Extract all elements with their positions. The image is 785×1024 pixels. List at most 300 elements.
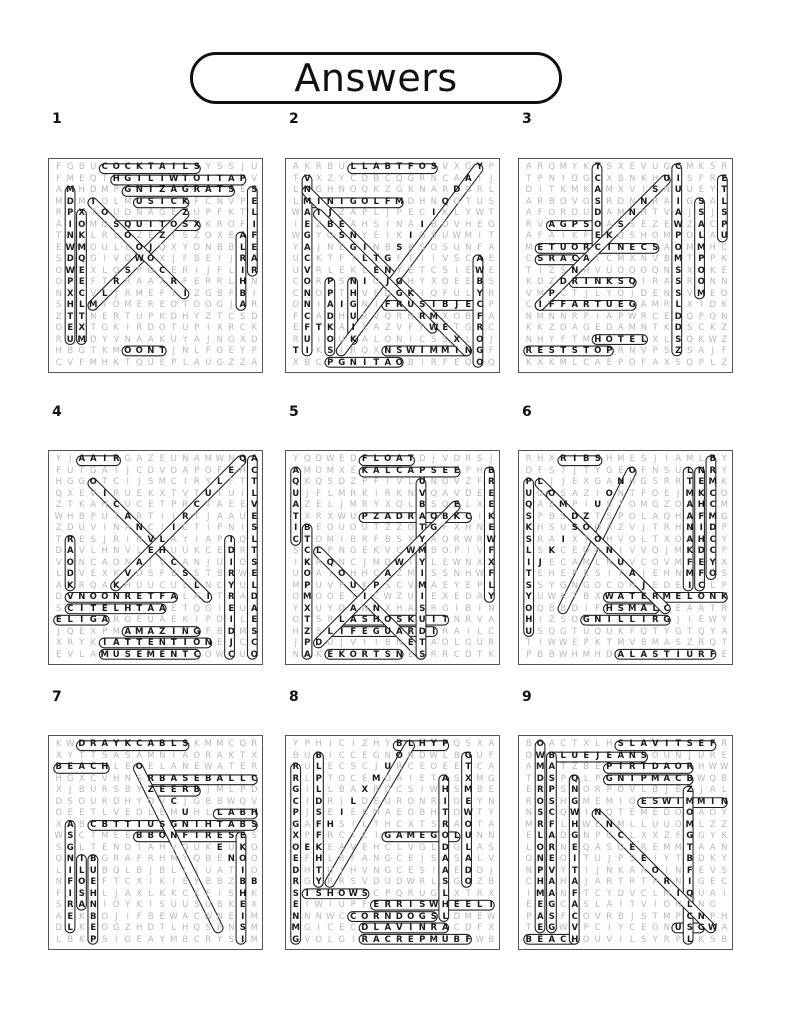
grid-letter: K: [303, 557, 311, 568]
grid-letter: A: [124, 511, 132, 522]
grid-letter: Q: [697, 626, 705, 637]
grid-letter: W: [204, 911, 213, 922]
grid-letter: E: [641, 923, 647, 933]
grid-letter: Q: [395, 173, 403, 184]
grid-letter: G: [384, 854, 392, 864]
grid-letter: G: [395, 277, 403, 287]
grid-letter: U: [338, 334, 345, 345]
grid-letter: L: [362, 819, 368, 830]
grid-letter: U: [652, 162, 659, 172]
grid-letter: V: [629, 185, 636, 195]
grid-letter: C: [193, 934, 200, 945]
grid-letter: S: [560, 785, 566, 795]
grid-letter: D: [124, 208, 132, 218]
grid-letter: J: [561, 477, 565, 487]
grid-letter: M: [559, 357, 567, 368]
grid-letter: T: [125, 311, 131, 322]
grid-letter: F: [641, 488, 647, 499]
grid-letter: D: [536, 277, 544, 287]
grid-letter: E: [292, 854, 299, 864]
grid-letter: C: [251, 773, 258, 784]
grid-letter: U: [89, 865, 97, 876]
grid-letter: A: [525, 208, 532, 218]
grid-letter: J: [294, 638, 297, 648]
grid-letter: T: [594, 300, 601, 310]
grid-letter: W: [429, 750, 438, 761]
grid-letter: K: [315, 649, 322, 660]
grid-letter: Q: [193, 854, 201, 864]
grid-letter: F: [293, 311, 299, 322]
grid-letter: S: [56, 254, 62, 264]
grid-letter: M: [697, 242, 706, 253]
grid-letter: Q: [594, 626, 602, 637]
grid-letter: N: [560, 842, 567, 853]
grid-letter: W: [291, 231, 300, 241]
grid-letter: R: [315, 265, 322, 276]
grid-letter: C: [338, 762, 345, 772]
grid-letter: N: [525, 865, 532, 876]
grid-letter: G: [559, 626, 567, 637]
grid-letter: G: [384, 865, 392, 876]
grid-letter: N: [675, 750, 682, 761]
grid-letter: I: [538, 615, 542, 625]
grid-letter: R: [709, 465, 717, 476]
grid-letter: B: [239, 288, 246, 299]
grid-letter: U: [182, 323, 189, 333]
grid-letter: E: [710, 877, 716, 887]
grid-letter: A: [182, 557, 189, 568]
grid-letter: S: [292, 888, 299, 899]
grid-letter: T: [171, 288, 177, 299]
grid-letter: B: [652, 785, 659, 795]
grid-letter: A: [488, 615, 495, 625]
grid-letter: L: [652, 888, 658, 899]
grid-letter: K: [525, 323, 532, 333]
grid-letter: O: [55, 277, 63, 287]
grid-letter: F: [641, 465, 647, 476]
grid-letter: Y: [488, 808, 494, 818]
grid-letter: I: [351, 323, 355, 333]
grid-letter: E: [373, 796, 379, 807]
grid-letter: O: [453, 796, 461, 807]
grid-letter: V: [629, 546, 636, 556]
grid-letter: L: [316, 762, 322, 772]
grid-letter: J: [374, 762, 378, 772]
grid-letter: L: [629, 831, 635, 841]
grid-letter: E: [239, 900, 246, 910]
grid-letter: N: [525, 808, 532, 818]
grid-letter: N: [548, 311, 555, 322]
grid-letter: W: [582, 819, 591, 830]
grid-letter: L: [641, 534, 647, 545]
grid-letter: O: [250, 865, 258, 876]
grid-letter: A: [430, 534, 437, 545]
grid-letter: S: [641, 454, 647, 464]
grid-letter: G: [582, 615, 590, 625]
grid-letter: A: [548, 934, 556, 945]
grid-letter: N: [571, 265, 579, 276]
grid-letter: M: [686, 242, 694, 253]
grid-letter: L: [408, 739, 414, 749]
grid-letter: R: [251, 300, 258, 310]
grid-letter: L: [228, 785, 234, 795]
grid-letter: T: [560, 346, 567, 356]
grid-letter: C: [640, 242, 647, 253]
grid-letter: F: [583, 231, 589, 241]
grid-letter: D: [250, 785, 258, 795]
grid-letter: G: [571, 831, 579, 841]
grid-letter: K: [686, 546, 694, 556]
grid-letter: O: [135, 346, 143, 356]
grid-letter: T: [721, 185, 728, 195]
grid-letter: A: [315, 569, 322, 579]
grid-letter: K: [159, 888, 166, 899]
grid-letter: M: [101, 185, 109, 195]
grid-letter: I: [584, 500, 588, 510]
grid-letter: D: [315, 454, 323, 464]
grid-letter: A: [488, 311, 495, 322]
grid-letter: Q: [361, 346, 369, 356]
grid-letter: H: [89, 888, 97, 899]
grid-letter: E: [548, 854, 555, 864]
grid-letter: S: [316, 615, 322, 625]
grid-letter: N: [628, 208, 636, 218]
word-search-grid: [285, 735, 500, 950]
grid-letter: E: [136, 488, 142, 499]
grid-letter: B: [721, 934, 728, 945]
grid-letter: O: [594, 523, 602, 533]
grid-letter: J: [172, 254, 175, 264]
grid-letter: T: [652, 534, 658, 545]
grid-letter: D: [453, 911, 461, 922]
grid-letter: W: [475, 934, 484, 945]
grid-letter: C: [327, 923, 334, 933]
grid-letter: R: [361, 534, 368, 545]
grid-letter: V: [617, 534, 624, 545]
grid-letter: T: [572, 626, 578, 637]
grid-letter: P: [304, 580, 311, 591]
grid-letter: M: [89, 300, 98, 310]
grid-letter: M: [429, 934, 438, 945]
grid-letter: C: [675, 773, 682, 784]
grid-letter: V: [78, 569, 85, 579]
grid-letter: N: [292, 649, 299, 660]
grid-letter: H: [158, 546, 166, 556]
grid-letter: J: [328, 208, 332, 218]
grid-letter: U: [124, 500, 131, 510]
grid-letter: S: [239, 923, 246, 933]
grid-letter: U: [112, 649, 120, 660]
grid-letter: H: [721, 911, 728, 922]
grid-letter: B: [136, 831, 143, 841]
grid-letter: E: [316, 523, 322, 533]
grid-letter: T: [217, 488, 223, 499]
grid-letter: I: [317, 208, 321, 218]
grid-letter: E: [79, 534, 85, 545]
grid-letter: O: [66, 557, 74, 568]
grid-letter: B: [205, 796, 212, 807]
grid-letter: G: [487, 219, 495, 230]
grid-letter: O: [292, 592, 300, 602]
grid-letter: D: [227, 626, 235, 637]
grid-letter: N: [640, 196, 648, 207]
grid-letter: U: [239, 580, 246, 591]
grid-letter: R: [442, 649, 449, 660]
grid-letter: I: [699, 523, 703, 533]
grid-letter: L: [171, 865, 177, 876]
grid-letter: O: [89, 242, 97, 253]
grid-letter: E: [327, 649, 334, 660]
grid-letter: B: [101, 865, 108, 876]
grid-letter: P: [251, 346, 257, 356]
grid-letter: A: [326, 300, 334, 310]
grid-letter: K: [709, 265, 716, 276]
grid-letter: O: [594, 219, 602, 230]
grid-letter: A: [182, 911, 189, 922]
grid-letter: T: [419, 638, 426, 648]
grid-letter: I: [351, 831, 355, 841]
grid-letter: Q: [628, 265, 636, 276]
grid-letter: T: [216, 819, 223, 830]
grid-letter: U: [594, 854, 601, 864]
grid-letter: I: [294, 219, 297, 230]
grid-letter: D: [674, 323, 682, 333]
grid-letter: B: [525, 934, 532, 945]
grid-letter: U: [124, 488, 131, 499]
grid-letter: J: [68, 454, 72, 464]
grid-letter: A: [170, 592, 178, 602]
grid-letter: V: [594, 911, 601, 922]
grid-letter: T: [583, 854, 589, 864]
grid-letter: E: [67, 323, 74, 333]
grid-letter: R: [407, 511, 415, 522]
grid-letter: N: [476, 831, 483, 841]
grid-letter: N: [326, 196, 334, 207]
grid-letter: T: [79, 465, 85, 476]
grid-letter: T: [595, 254, 601, 264]
grid-letter: D: [250, 334, 258, 345]
grid-letter: M: [663, 842, 671, 853]
grid-letter: L: [316, 785, 322, 795]
grid-letter: J: [363, 557, 366, 568]
grid-letter: L: [710, 580, 716, 591]
grid-letter: T: [373, 254, 380, 264]
grid-letter: J: [206, 265, 210, 276]
grid-letter: N: [663, 185, 670, 195]
grid-letter: Z: [686, 785, 693, 795]
grid-letter: L: [194, 346, 200, 356]
grid-letter: W: [464, 534, 473, 545]
grid-letter: O: [628, 500, 636, 510]
grid-letter: Q: [89, 580, 97, 591]
grid-letter: L: [698, 231, 704, 241]
grid-letter: B: [453, 750, 460, 761]
grid-letter: H: [537, 334, 544, 345]
grid-letter: S: [537, 580, 543, 591]
puzzle-number: 2: [289, 111, 299, 127]
grid-letter: A: [442, 488, 449, 499]
grid-letter: E: [664, 488, 670, 499]
grid-letter: O: [525, 750, 533, 761]
grid-letter: M: [338, 488, 346, 499]
grid-letter: T: [339, 288, 345, 299]
grid-letter: L: [327, 488, 333, 499]
grid-letter: L: [641, 819, 647, 830]
grid-letter: B: [292, 750, 299, 761]
grid-letter: B: [465, 603, 472, 614]
grid-letter: G: [216, 357, 224, 368]
grid-letter: F: [477, 477, 483, 487]
grid-letter: C: [442, 173, 449, 184]
grid-letter: I: [114, 934, 118, 945]
grid-letter: M: [582, 334, 590, 345]
grid-letter: O: [476, 357, 484, 368]
grid-letter: C: [228, 311, 235, 322]
grid-letter: B: [78, 819, 85, 830]
grid-letter: M: [674, 557, 682, 568]
grid-letter: F: [182, 254, 188, 264]
grid-letter: A: [488, 739, 495, 749]
grid-letter: E: [537, 346, 544, 356]
grid-letter: U: [239, 603, 246, 614]
grid-letter: R: [675, 477, 682, 487]
grid-letter: B: [216, 900, 223, 910]
grid-letter: F: [304, 854, 310, 864]
grid-letter: A: [90, 649, 97, 660]
grid-letter: I: [172, 750, 175, 761]
grid-letter: A: [384, 357, 392, 368]
grid-letter: E: [79, 626, 85, 637]
grid-letter: E: [136, 649, 143, 660]
grid-letter: E: [304, 219, 311, 230]
grid-letter: N: [430, 196, 437, 207]
grid-letter: Y: [79, 638, 85, 648]
word-search-grid: [518, 450, 733, 665]
grid-letter: S: [442, 242, 448, 253]
grid-letter: W: [559, 649, 568, 660]
grid-letter: A: [721, 626, 728, 637]
grid-letter: B: [159, 865, 166, 876]
grid-letter: A: [216, 750, 223, 761]
grid-letter: S: [606, 842, 612, 853]
grid-letter: H: [349, 288, 357, 299]
grid-letter: T: [216, 173, 223, 184]
grid-letter: K: [78, 911, 85, 922]
grid-letter: T: [465, 888, 471, 899]
grid-letter: E: [292, 900, 299, 910]
grid-letter: S: [465, 739, 471, 749]
grid-letter: D: [674, 311, 682, 322]
grid-letter: I: [386, 231, 389, 241]
grid-letter: R: [537, 534, 544, 545]
grid-letter: C: [698, 323, 705, 333]
grid-letter: E: [136, 592, 143, 602]
grid-letter: Y: [373, 500, 379, 510]
grid-letter: H: [418, 739, 426, 749]
grid-letter: R: [315, 277, 322, 287]
grid-letter: D: [525, 185, 533, 195]
grid-letter: J: [340, 638, 343, 648]
grid-letter: A: [617, 649, 625, 660]
grid-letter: N: [303, 185, 311, 195]
grid-letter: C: [594, 173, 601, 184]
grid-letter: N: [228, 923, 235, 933]
grid-letter: K: [315, 346, 322, 356]
grid-letter: S: [419, 865, 425, 876]
grid-letter: I: [561, 534, 565, 545]
grid-letter: P: [205, 615, 211, 625]
grid-letter: E: [595, 323, 601, 333]
grid-letter: D: [338, 477, 346, 487]
grid-letter: L: [327, 500, 333, 510]
grid-letter: N: [419, 796, 426, 807]
grid-letter: T: [465, 762, 472, 772]
grid-letter: L: [396, 842, 402, 853]
grid-letter: E: [442, 580, 448, 591]
grid-letter: C: [629, 923, 636, 933]
grid-letter: S: [102, 934, 108, 945]
grid-letter: I: [172, 162, 176, 172]
grid-letter: B: [476, 277, 483, 287]
grid-letter: B: [78, 511, 85, 522]
grid-letter: I: [409, 923, 413, 933]
grid-letter: R: [536, 785, 544, 795]
grid-letter: P: [385, 888, 391, 899]
grid-letter: M: [406, 831, 415, 841]
grid-letter: T: [240, 477, 246, 487]
grid-letter: A: [663, 638, 670, 648]
grid-letter: R: [582, 242, 590, 253]
grid-letter: Y: [664, 626, 670, 637]
grid-letter: B: [476, 785, 483, 795]
grid-letter: T: [182, 173, 189, 184]
grid-letter: E: [454, 357, 460, 368]
grid-letter: A: [407, 465, 415, 476]
grid-letter: A: [594, 185, 602, 195]
grid-letter: N: [373, 242, 380, 253]
grid-letter: L: [102, 288, 108, 299]
grid-letter: N: [78, 592, 86, 602]
grid-letter: Y: [293, 242, 299, 253]
grid-letter: K: [525, 357, 532, 368]
grid-letter: X: [721, 557, 728, 568]
grid-letter: V: [407, 580, 414, 591]
grid-letter: O: [651, 750, 659, 761]
grid-letter: E: [572, 546, 578, 556]
grid-letter: X: [78, 773, 85, 784]
grid-letter: E: [159, 454, 165, 464]
grid-letter: F: [477, 242, 483, 253]
grid-letter: Z: [304, 626, 311, 637]
grid-letter: O: [315, 592, 323, 602]
grid-letter: I: [466, 546, 470, 556]
grid-letter: O: [303, 569, 311, 579]
grid-letter: L: [373, 196, 379, 207]
grid-letter: B: [216, 626, 223, 637]
grid-letter: C: [453, 923, 460, 933]
grid-letter: Z: [721, 819, 728, 830]
grid-letter: T: [182, 300, 188, 310]
grid-letter: C: [583, 357, 590, 368]
grid-letter: T: [721, 638, 727, 648]
grid-letter: H: [606, 454, 613, 464]
grid-letter: L: [537, 831, 543, 841]
grid-letter: S: [431, 231, 437, 241]
grid-letter: Y: [710, 831, 716, 841]
grid-letter: C: [55, 357, 62, 368]
grid-letter: A: [686, 603, 693, 614]
grid-letter: F: [217, 265, 223, 276]
